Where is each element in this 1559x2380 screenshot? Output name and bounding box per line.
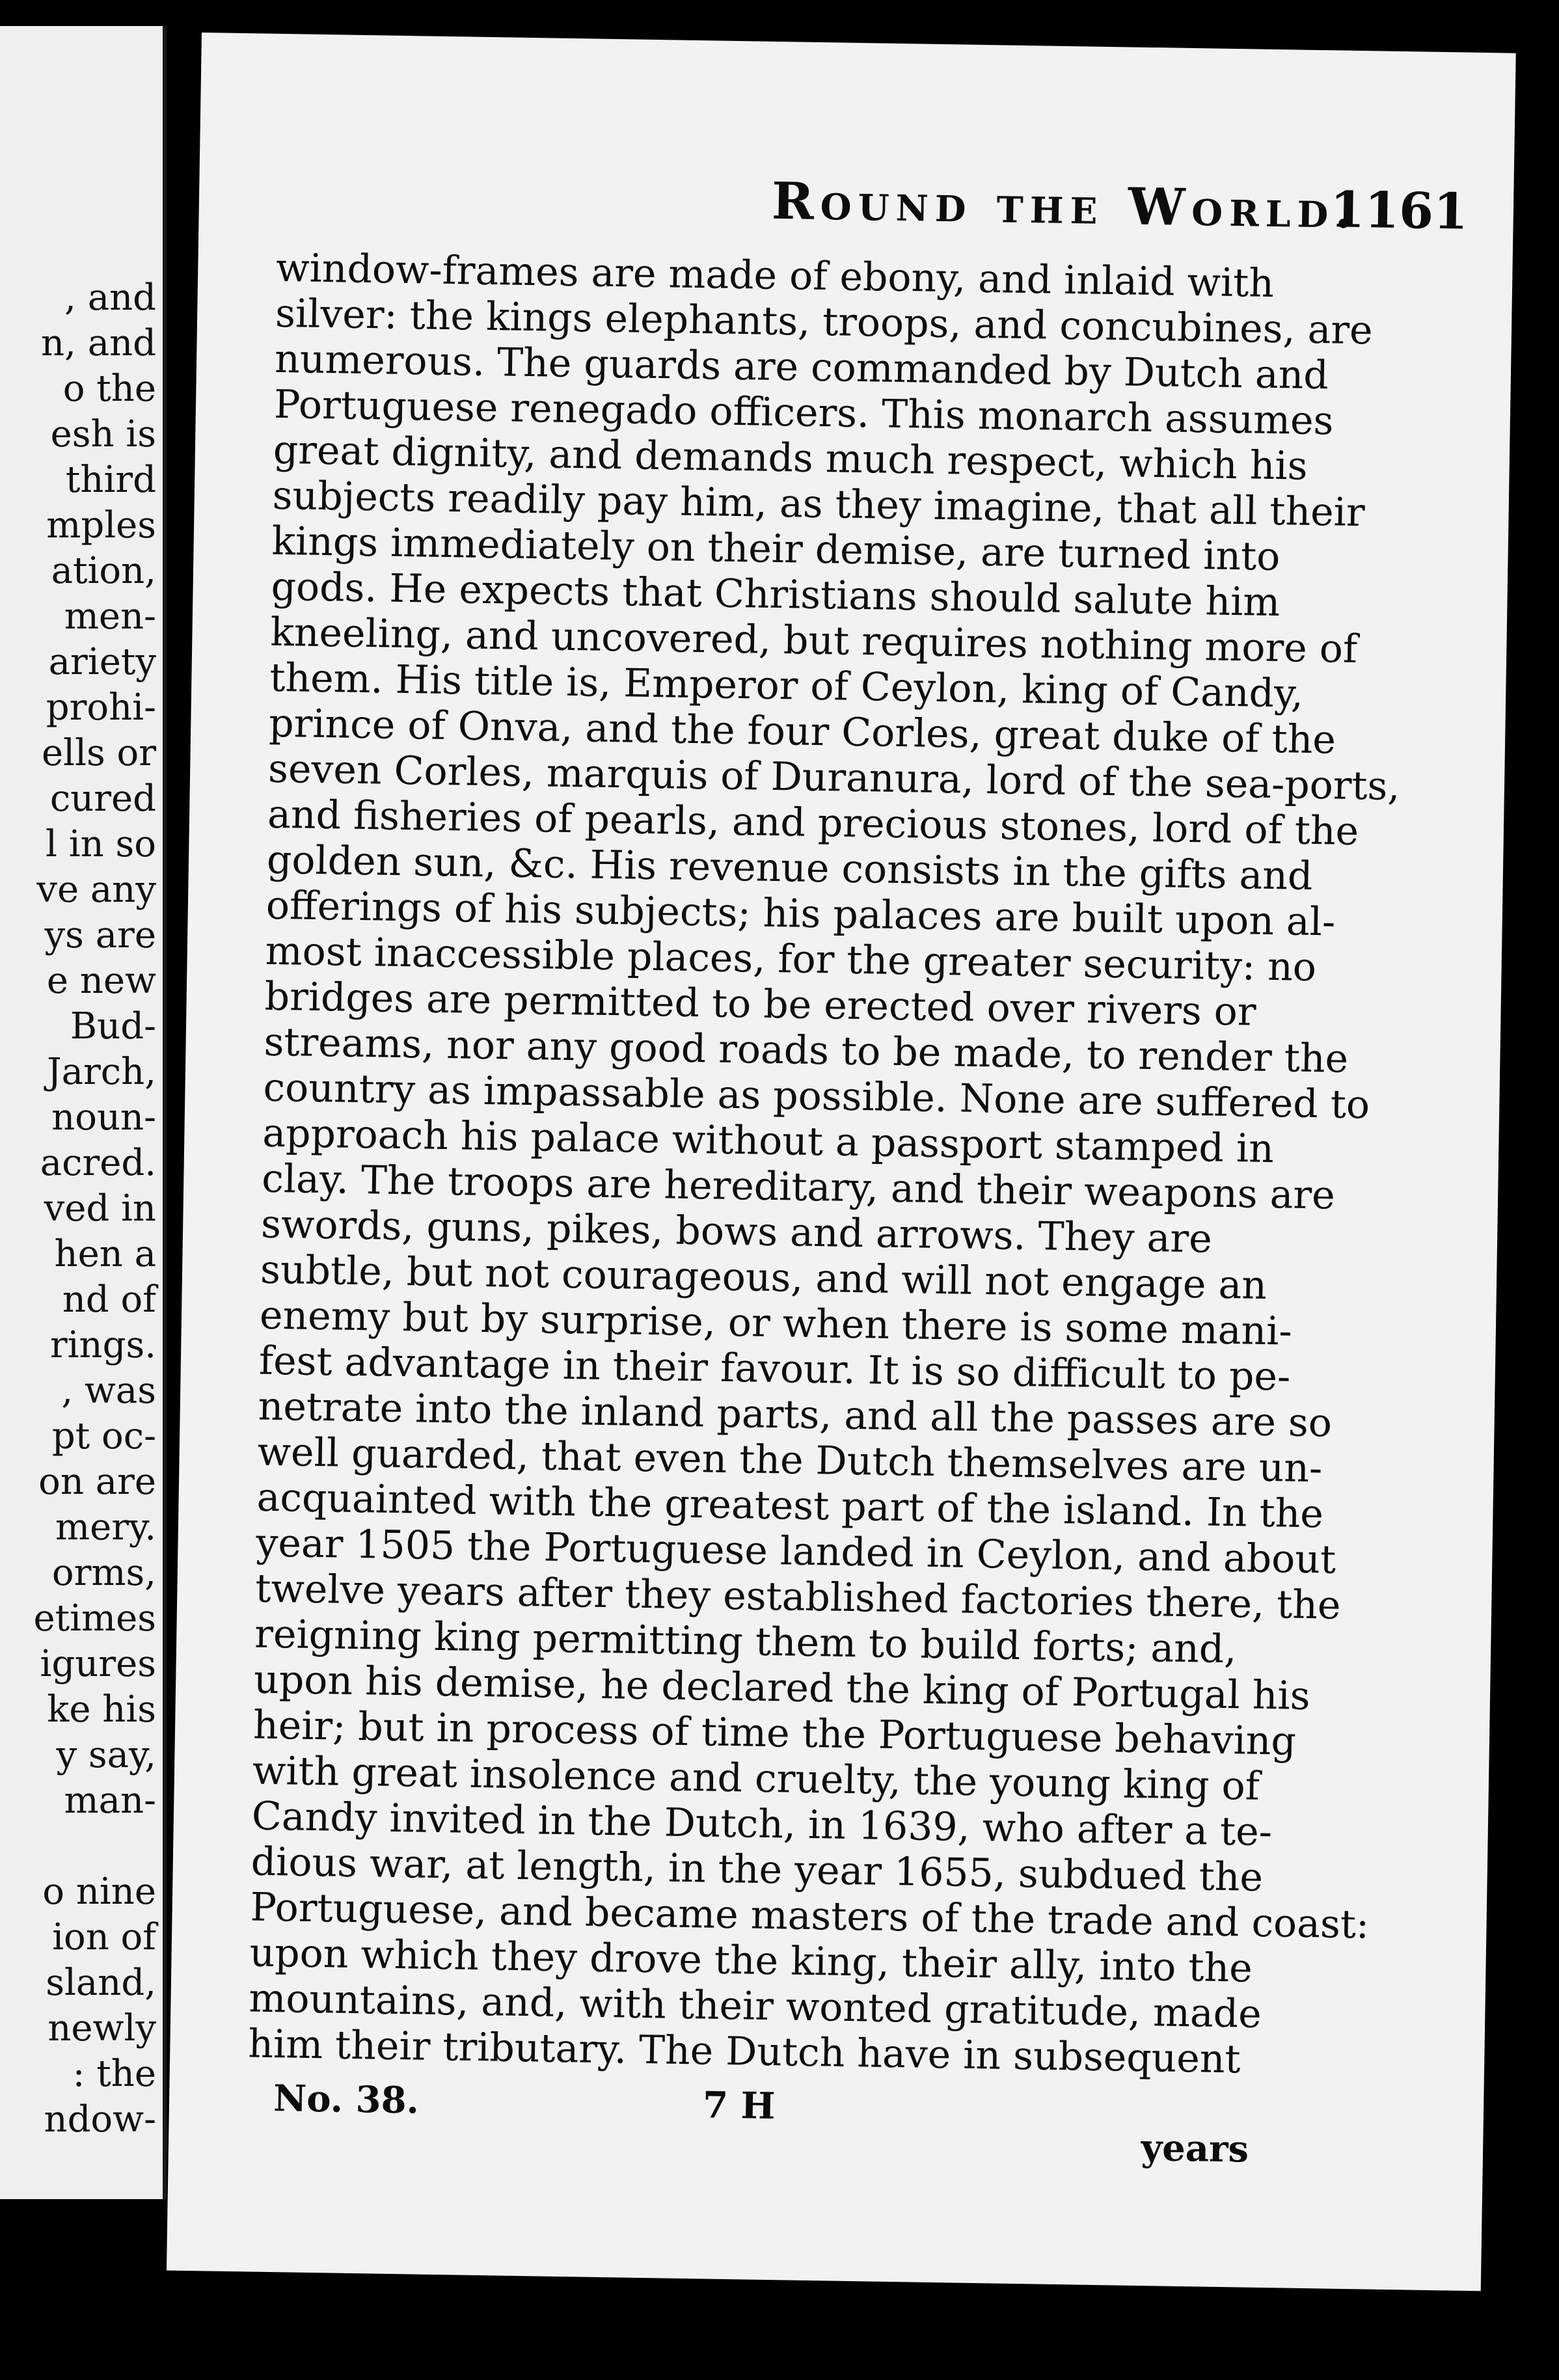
text-line: Candy invited in the Dutch, in 1639, who after a te- xyxy=(251,1793,1273,1856)
left-page xyxy=(0,26,167,2199)
right-page xyxy=(167,33,1516,2291)
left-page-line: mples xyxy=(46,504,156,547)
left-page-line: on are xyxy=(38,1461,156,1503)
text-line: country as impassable as possible. None are suffered to xyxy=(262,1064,1370,1128)
text-line: golden sun, &c. His revenue consists in the gifts and xyxy=(266,837,1313,899)
left-page-line: ved in xyxy=(44,1187,156,1230)
left-page-line: prohi- xyxy=(46,686,156,729)
text-line: kneeling, and uncovered, but requires nothing more of xyxy=(269,609,1358,673)
left-page-line: ariety xyxy=(48,641,156,683)
left-page-line: ion of xyxy=(52,1916,156,1958)
left-page-line: l in so xyxy=(46,823,156,865)
text-line: upon which they drove the king, their ally, into the xyxy=(249,1930,1253,1992)
body-text xyxy=(247,245,1401,2083)
left-page-line: y say, xyxy=(56,1734,156,1776)
text-line: mountains, and, with their wonted gratitude, made xyxy=(248,1975,1262,2037)
text-line: bridges are permitted to be erected over rivers or xyxy=(264,973,1257,1035)
left-page-line: pt oc- xyxy=(51,1415,156,1457)
catchword: years xyxy=(1141,2126,1249,2171)
text-line: swords, guns, pikes, bows and arrows. They are xyxy=(260,1201,1213,1262)
text-line: year 1505 the Portuguese landed in Ceylon, and about xyxy=(255,1520,1336,1583)
text-line: dious war, at length, in the year 1655, subdued the xyxy=(251,1839,1264,1900)
text-line: them. His title is, Emperor of Ceylon, king of Candy, xyxy=(269,655,1304,717)
text-line: kings immediately on their demise, are turned into xyxy=(271,518,1281,580)
text-line: fest advantage in their favour. It is so difficult to pe- xyxy=(258,1338,1291,1400)
text-line: twelve years after they established factories there, the xyxy=(254,1565,1342,1629)
left-page-line: ells or xyxy=(42,732,156,774)
text-line: enemy but by surprise, or when there is some mani- xyxy=(259,1292,1293,1355)
text-line: approach his palace without a passport stamped in xyxy=(262,1110,1275,1172)
left-page-line: igures xyxy=(40,1643,156,1685)
left-page-line: o nine xyxy=(42,1871,156,1913)
text-line: offerings of his subjects; his palaces are built upon al- xyxy=(265,882,1336,945)
left-page-line: rings. xyxy=(49,1324,156,1366)
left-page-line: , and xyxy=(64,277,156,319)
text-line: numerous. The guards are commanded by Dutch and xyxy=(274,336,1329,399)
left-page-line: ke his xyxy=(47,1688,156,1731)
left-page-line: ys are xyxy=(44,914,156,956)
issue-number: No. 38. xyxy=(273,2077,420,2122)
left-page-line: cured xyxy=(49,778,156,820)
text-line: gods. He expects that Christians should salute him xyxy=(271,563,1281,626)
text-line: Portuguese renegado officers. This monarch assumes xyxy=(273,381,1334,444)
running-head: Round the World. xyxy=(771,171,1360,240)
left-page-line: acred. xyxy=(40,1142,156,1184)
left-page-line: man- xyxy=(64,1779,156,1822)
text-line: window-frames are made of ebony, and inlaid with xyxy=(275,245,1275,306)
text-line: reigning king permitting them to build forts; and, xyxy=(254,1611,1237,1673)
left-page-line: , was xyxy=(61,1370,156,1412)
left-page-line: ation, xyxy=(51,550,156,592)
left-page-line: orms, xyxy=(51,1552,156,1594)
text-line: heir; but in process of time the Portuguese behaving xyxy=(252,1702,1297,1765)
left-page-line: etimes xyxy=(33,1597,156,1640)
text-line: him their tributary. The Dutch have in subsequent xyxy=(247,2021,1241,2083)
text-line: Portuguese, and became masters of the trade and coast: xyxy=(250,1884,1370,1948)
left-page-line: ve any xyxy=(36,869,156,911)
text-line: acquainted with the greatest part of the island. In the xyxy=(256,1474,1324,1537)
page-number: 1161 xyxy=(1329,180,1469,241)
left-page-line: Jarch, xyxy=(47,1051,156,1093)
left-page-line: e new xyxy=(46,960,156,1002)
left-page-line: men- xyxy=(64,595,156,638)
text-line: netrate into the inland parts, and all the passes are so xyxy=(258,1383,1333,1446)
left-page-line: newly xyxy=(47,2007,156,2049)
left-page-line: mery. xyxy=(55,1506,156,1548)
text-line: streams, nor any good roads to be made, to render the xyxy=(264,1019,1349,1082)
text-line: silver: the kings elephants, troops, and concubines, are xyxy=(275,290,1374,354)
left-page-line: Bud- xyxy=(70,1005,156,1048)
text-line: and fisheries of pearls, and precious stones, lord of the xyxy=(267,791,1359,855)
left-page-line: hen a xyxy=(54,1233,156,1275)
text-line: most inaccessible places, for the greater security: no xyxy=(265,928,1317,991)
left-page-line: nd of xyxy=(62,1278,156,1321)
text-line: with great insolence and cruelty, the young king of xyxy=(252,1748,1260,1809)
text-line: clay. The troops are hereditary, and their weapons are xyxy=(261,1156,1336,1219)
left-page-line: : the xyxy=(72,2053,156,2095)
left-page-line: noun- xyxy=(51,1096,156,1139)
text-line: subtle, but not courageous, and will not engage an xyxy=(260,1247,1268,1308)
left-page-line: n, and xyxy=(41,322,156,364)
text-line: great dignity, and demands much respect, which his xyxy=(273,427,1308,489)
text-line: seven Corles, marquis of Duranura, lord of the sea-ports, xyxy=(267,746,1401,810)
page-header xyxy=(550,168,1487,248)
text-line: prince of Onva, and the four Corles, great duke of the xyxy=(268,700,1336,763)
text-line: upon his demise, he declared the king of Portugal his xyxy=(253,1657,1310,1720)
left-page-line: third xyxy=(65,459,156,501)
left-page-line: ndow- xyxy=(44,2098,156,2141)
text-line: well guarded, that even the Dutch themselves are un- xyxy=(257,1429,1323,1492)
signature-mark: 7 H xyxy=(702,2083,776,2128)
text-line: subjects readily pay him, as they imagine, that all their xyxy=(272,472,1366,536)
left-page-line: o the xyxy=(62,368,156,410)
left-page-line: sland, xyxy=(46,1962,156,2004)
page-footer xyxy=(247,2076,1250,2170)
left-page-line: esh is xyxy=(50,413,156,455)
